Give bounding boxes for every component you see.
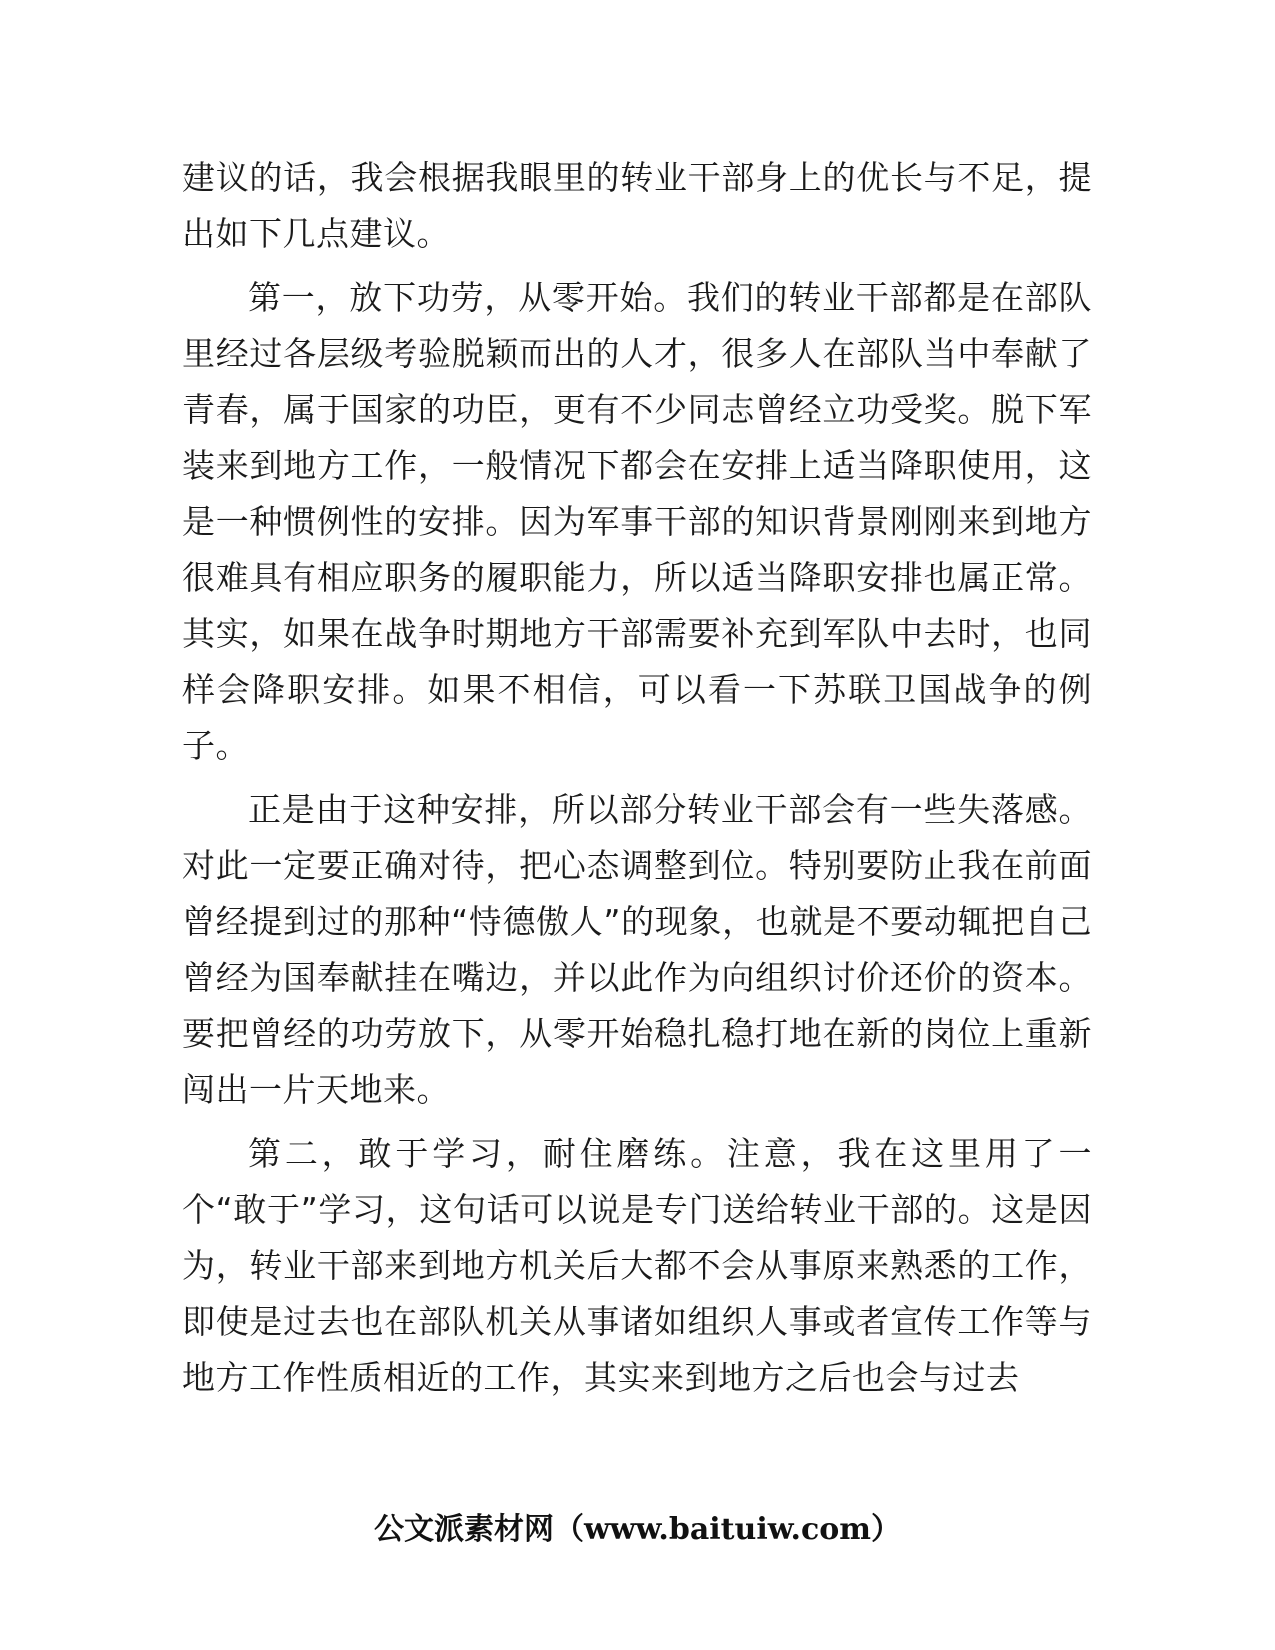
paragraph-continuation: 建议的话，我会根据我眼里的转业干部身上的优长与不足，提出如下几点建议。 [182,158,1092,253]
paragraph-second-point: 第二，敢于学习，耐住磨练。注意，我在这里用了一个“敢于”学习，这句话可以说是专门送给转业干部的。这是因为，转业干部来到地方机关后大都不会从事原来熟悉的工作，即使是过去也在部队机关从事诸如组织人事或者宣传工作等与地方工作性质相近的工作，其实来到地方之后也会与过去 [182,1134,1092,1397]
paragraph-mindset: 正是由于这种安排，所以部分转业干部会有一些失落感。对此一定要正确对待，把心态调整到位。特别要防止我在前面曾经提到过的那种“恃德傲人”的现象，也就是不要动辄把自己曾经为国奉献挂在嘴边，并以此作为向组织讨价还价的资本。要把曾经的功劳放下，从零开始稳扎稳打地在新的岗位上重新闯出一片天地来。 [182,790,1092,1109]
footer-source: 公文派素材网（www.baituiw.com） [373,1512,902,1547]
document-body [182,150,1092,1414]
paragraph-first-point: 第一，放下功劳，从零开始。我们的转业干部都是在部队里经过各层级考验脱颖而出的人才，很多人在部队当中奉献了青春，属于国家的功臣，更有不少同志曾经立功受奖。脱下军装来到地方工作，一般情况下都会在安排上适当降职使用，这是一种惯例性的安排。因为军事干部的知识背景刚刚来到地方很难具有相应职务的履职能力，所以适当降职安排也属正常。其实，如果在战争时期地方干部需要补充到军队中去时，也同样会降职安排。如果不相信，可以看一下苏联卫国战争的例子。 [182,278,1092,765]
